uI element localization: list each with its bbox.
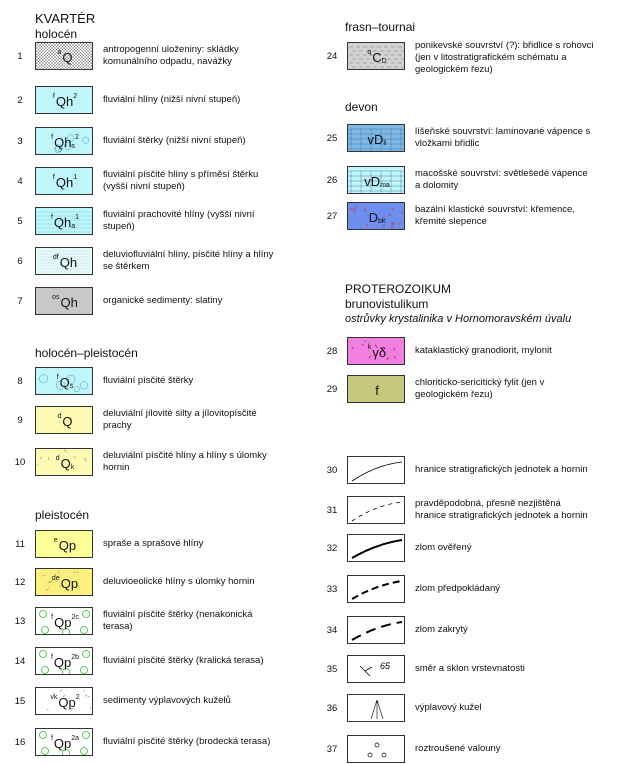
- code-base: Q: [61, 456, 71, 471]
- item-number: 12: [8, 577, 32, 588]
- description-line: bazální klastické souvrství: křemence,: [415, 204, 575, 216]
- item-description: [103, 94, 240, 106]
- item-description: [415, 377, 544, 401]
- item-number: 33: [320, 584, 344, 595]
- code-superscript: 2: [73, 93, 77, 100]
- code-prefix: os: [52, 294, 59, 301]
- item-description: [103, 249, 273, 273]
- unit-code: [36, 449, 93, 476]
- item-number: 30: [320, 465, 344, 476]
- description-line: fluviální písčité štěrky (kralická terasa): [103, 655, 264, 667]
- code-base: Qh: [56, 94, 73, 109]
- code-base: Qh: [61, 295, 78, 310]
- item-description: [103, 538, 203, 550]
- unit-code: [36, 208, 93, 235]
- legend-swatch: [35, 207, 93, 235]
- code-base: Q: [62, 50, 72, 65]
- item-number: 28: [320, 346, 344, 357]
- header-proterozoikum: PROTEROZOIKUM: [345, 282, 451, 296]
- code-base: Qp: [61, 576, 78, 591]
- item-number: 7: [8, 296, 32, 307]
- item-description: [103, 295, 222, 307]
- unit-code: [36, 87, 93, 114]
- code-prefix: f: [51, 654, 53, 661]
- legend-swatch: [35, 247, 93, 275]
- item-number: 13: [8, 616, 32, 627]
- legend-swatch: [35, 42, 93, 70]
- item-number: 8: [8, 376, 32, 387]
- unit-code: [36, 248, 93, 275]
- line-symbol-swatch: [347, 456, 405, 484]
- description-line: ponikevské souvrství (?): břidlice s rohovci: [415, 40, 593, 52]
- header-holocen: holocén: [35, 27, 77, 41]
- unit-code: [36, 128, 93, 155]
- description-line: deluviální písčité hlíny a hlíny s úlomky: [103, 450, 267, 462]
- item-number: 25: [320, 133, 344, 144]
- unit-code: [36, 688, 93, 715]
- item-number: 2: [8, 95, 32, 106]
- item-description: [415, 204, 575, 228]
- line-symbol: [348, 497, 406, 525]
- description-line: deluviofluviální hlíny, písčité hlíny a hlíny: [103, 249, 273, 261]
- item-description: [103, 209, 255, 233]
- line-symbol: [348, 656, 406, 684]
- item-number: 26: [320, 175, 344, 186]
- line-symbol-swatch: [347, 616, 405, 644]
- line-symbol-swatch: [347, 655, 405, 683]
- dip-value: 65: [380, 661, 391, 671]
- description-line: geologickém řezu): [415, 64, 593, 76]
- code-base: Qp: [54, 736, 71, 751]
- item-number: 34: [320, 625, 344, 636]
- line-symbol: [348, 695, 406, 723]
- legend-swatch: [347, 124, 405, 152]
- item-number: 9: [8, 415, 32, 426]
- code-base: Qp: [58, 695, 75, 710]
- item-description: [415, 624, 468, 636]
- unit-code: [36, 368, 93, 395]
- code-superscript: 2: [76, 694, 80, 701]
- item-number: 6: [8, 256, 32, 267]
- legend-swatch: [35, 127, 93, 155]
- code-superscript: 2a: [71, 735, 79, 742]
- description-line: fluviální písčité štěrky: [103, 375, 193, 387]
- unit-code: [348, 125, 405, 152]
- item-description: [415, 542, 472, 554]
- item-description: [415, 702, 482, 714]
- description-line: roztroušené valouny: [415, 743, 501, 755]
- item-description: [415, 126, 590, 150]
- code-prefix: f: [53, 174, 55, 181]
- header-devon: devon: [345, 100, 378, 114]
- unit-code: [36, 43, 93, 70]
- legend-swatch: [35, 406, 93, 434]
- code-base: Qh: [56, 175, 73, 190]
- item-number: 3: [8, 136, 32, 147]
- item-number: 32: [320, 543, 344, 554]
- description-line: terasa): [103, 621, 252, 633]
- item-number: 1: [8, 51, 32, 62]
- line-symbol-swatch: [347, 694, 405, 722]
- item-description: [103, 576, 255, 588]
- code-base: Q: [62, 414, 72, 429]
- code-subscript: bk: [378, 218, 385, 225]
- header-frasn-tournai: frasn–tournai: [345, 20, 415, 34]
- code-prefix: f: [51, 614, 53, 621]
- legend-swatch: [35, 728, 93, 756]
- legend-swatch: [35, 167, 93, 195]
- unit-code: [348, 338, 405, 365]
- item-number: 15: [8, 696, 32, 707]
- item-description: [415, 743, 501, 755]
- code-prefix: q: [367, 49, 371, 56]
- legend-swatch: [35, 687, 93, 715]
- line-symbol: [348, 535, 406, 563]
- description-line: fluviální štěrky (nižší nivní stupeň): [103, 135, 246, 147]
- description-line: fluviální písčité hlíny s příměsí štěrku: [103, 169, 258, 181]
- item-description: [415, 168, 588, 192]
- description-line: sedimenty výplavových kuželů: [103, 695, 231, 707]
- item-number: 16: [8, 737, 32, 748]
- item-description: [415, 464, 588, 476]
- item-description: [415, 583, 500, 595]
- unit-code: [36, 531, 93, 558]
- description-line: zlom předpokládaný: [415, 583, 500, 595]
- unit-code: [348, 167, 405, 194]
- item-description: [103, 169, 258, 193]
- code-base: Qp: [54, 615, 71, 630]
- description-line: geologickém řezu): [415, 389, 544, 401]
- item-description: [103, 609, 252, 633]
- legend-swatch: [35, 86, 93, 114]
- unit-code: [36, 569, 93, 596]
- description-line: líšeňské souvrství: laminované vápence s: [415, 126, 590, 138]
- description-line: spraše a sprašové hlíny: [103, 538, 203, 550]
- code-prefix: f: [51, 214, 53, 221]
- description-line: zlom zakrytý: [415, 624, 468, 636]
- unit-code: [36, 407, 93, 434]
- line-symbol: [348, 736, 406, 764]
- item-description: [415, 40, 593, 76]
- legend-swatch: [35, 607, 93, 635]
- code-prefix: d: [56, 455, 60, 462]
- description-line: fluviální prachovité hlíny (vyšší nivní: [103, 209, 255, 221]
- unit-code: [36, 729, 93, 756]
- description-line: prachy: [103, 420, 257, 432]
- code-base: f: [375, 383, 379, 398]
- code-base: Qp: [54, 655, 71, 670]
- description-line: pravděpodobná, přesně nezjištěná: [415, 498, 588, 510]
- description-line: se štěrkem: [103, 261, 273, 273]
- item-description: [103, 375, 193, 387]
- description-line: macošské souvrství: světlešedé vápence: [415, 168, 588, 180]
- item-number: 4: [8, 176, 32, 187]
- description-line: (jen v litostratigrafickém schématu a: [415, 52, 593, 64]
- code-base: Qp: [59, 538, 76, 553]
- description-line: antropogenní uloženiny: skládky: [103, 44, 239, 56]
- item-description: [103, 450, 267, 474]
- code-prefix: f: [51, 735, 53, 742]
- code-prefix: de: [52, 575, 60, 582]
- code-prefix: f: [53, 93, 55, 100]
- code-prefix: f: [51, 134, 53, 141]
- header-kvarter: KVARTÉR: [35, 12, 95, 26]
- code-prefix: e: [54, 537, 58, 544]
- code-base: Q: [60, 375, 70, 390]
- header-ostruvky: ostrůvky krystalinika v Hornomoravském úvalu: [345, 313, 571, 325]
- description-line: zlom ověřený: [415, 542, 472, 554]
- code-superscript: 1: [73, 174, 77, 181]
- item-number: 24: [320, 51, 344, 62]
- code-subscript: s: [71, 143, 75, 150]
- description-line: hranice stratigrafických jednotek a hornin: [415, 510, 588, 522]
- code-base: γδ: [372, 345, 386, 360]
- header-holocen-pleistocen: holocén–pleistocén: [35, 346, 138, 360]
- description-line: hranice stratigrafických jednotek a hornin: [415, 464, 588, 476]
- code-base: C: [372, 50, 381, 65]
- code-prefix: f: [57, 374, 59, 381]
- item-description: [415, 345, 552, 357]
- item-number: 27: [320, 211, 344, 222]
- legend-swatch: [35, 367, 93, 395]
- line-symbol-swatch: [347, 534, 405, 562]
- description-line: organické sedimenty: slatiny: [103, 295, 222, 307]
- unit-code: [36, 288, 93, 315]
- code-subscript: a: [71, 223, 75, 230]
- item-description: [103, 44, 239, 68]
- item-number: 31: [320, 505, 344, 516]
- legend-swatch: [35, 287, 93, 315]
- item-number: 36: [320, 703, 344, 714]
- code-prefix: d: [57, 413, 61, 420]
- code-base: Qh: [54, 215, 71, 230]
- legend-swatch: [347, 202, 405, 230]
- description-line: stupeň): [103, 221, 255, 233]
- description-line: vložkami břidlic: [415, 138, 590, 150]
- code-base: vD: [367, 132, 383, 147]
- code-prefix: k: [368, 344, 372, 351]
- code-base: Qh: [60, 255, 77, 270]
- description-line: deluviální jílovité silty a jílovitopísčité: [103, 408, 257, 420]
- item-number: 29: [320, 384, 344, 395]
- item-number: 14: [8, 656, 32, 667]
- code-superscript: 2c: [71, 614, 78, 621]
- legend-swatch: [35, 530, 93, 558]
- description-line: kataklastický granodiorit, mylonit: [415, 345, 552, 357]
- item-description: [103, 655, 264, 667]
- item-number: 37: [320, 744, 344, 755]
- code-superscript: 2b: [71, 654, 79, 661]
- description-line: a dolomity: [415, 180, 588, 192]
- code-subscript: k: [71, 464, 75, 471]
- code-base: D: [369, 210, 378, 225]
- line-symbol: [348, 576, 406, 604]
- code-prefix: a: [57, 49, 61, 56]
- item-description: [103, 695, 231, 707]
- item-description: [103, 408, 257, 432]
- line-symbol-swatch: [347, 496, 405, 524]
- legend-swatch: [35, 568, 93, 596]
- item-description: [103, 135, 246, 147]
- item-number: 35: [320, 664, 344, 675]
- description-line: deluvioeolické hlíny s úlomky hornin: [103, 576, 255, 588]
- item-description: [103, 736, 270, 748]
- header-pleistocen: pleistocén: [35, 508, 89, 522]
- item-description: [415, 663, 525, 675]
- header-brunovistulikum: brunovistulikum: [345, 297, 428, 311]
- legend-swatch: [347, 166, 405, 194]
- unit-code: [348, 43, 405, 70]
- code-subscript: ma: [380, 182, 390, 189]
- description-line: chloriticko-sericitický fylit (jen v: [415, 377, 544, 389]
- code-base: vD: [364, 174, 380, 189]
- line-symbol: [348, 617, 406, 645]
- item-description: [415, 498, 588, 522]
- unit-code: [36, 608, 93, 635]
- code-prefix: df: [53, 254, 59, 261]
- unit-code: [36, 648, 93, 675]
- description-line: fluviální hlíny (nižší nivní stupeň): [103, 94, 240, 106]
- description-line: fluviální písčité štěrky (nenakonická: [103, 609, 252, 621]
- code-superscript: 1: [75, 214, 79, 221]
- description-line: (vyšší nivní stupeň): [103, 181, 258, 193]
- description-line: křemité slepence: [415, 216, 575, 228]
- line-symbol-swatch: [347, 575, 405, 603]
- unit-code: [36, 168, 93, 195]
- unit-code: [348, 376, 405, 403]
- code-superscript: 2: [75, 134, 79, 141]
- item-number: 11: [8, 539, 32, 550]
- description-line: komunálního odpadu, navážky: [103, 56, 239, 68]
- code-subscript: li: [383, 140, 386, 147]
- unit-code: [348, 203, 405, 230]
- legend-swatch: [35, 647, 93, 675]
- description-line: výplavový kužel: [415, 702, 482, 714]
- code-base: Qh: [54, 135, 71, 150]
- line-symbol: [348, 457, 406, 485]
- item-number: 10: [8, 457, 32, 468]
- description-line: směr a sklon vrstevnatosti: [415, 663, 525, 675]
- description-line: hornin: [103, 462, 267, 474]
- legend-swatch: [347, 42, 405, 70]
- legend-swatch: [347, 375, 405, 403]
- description-line: fluviální písčité štěrky (brodecká terasa): [103, 736, 270, 748]
- code-subscript: s: [70, 383, 74, 390]
- legend-swatch: [35, 448, 93, 476]
- line-symbol-swatch: [347, 735, 405, 763]
- legend-swatch: [347, 337, 405, 365]
- code-prefix: vk: [50, 694, 57, 701]
- code-subscript: D: [382, 58, 387, 65]
- item-number: 5: [8, 216, 32, 227]
